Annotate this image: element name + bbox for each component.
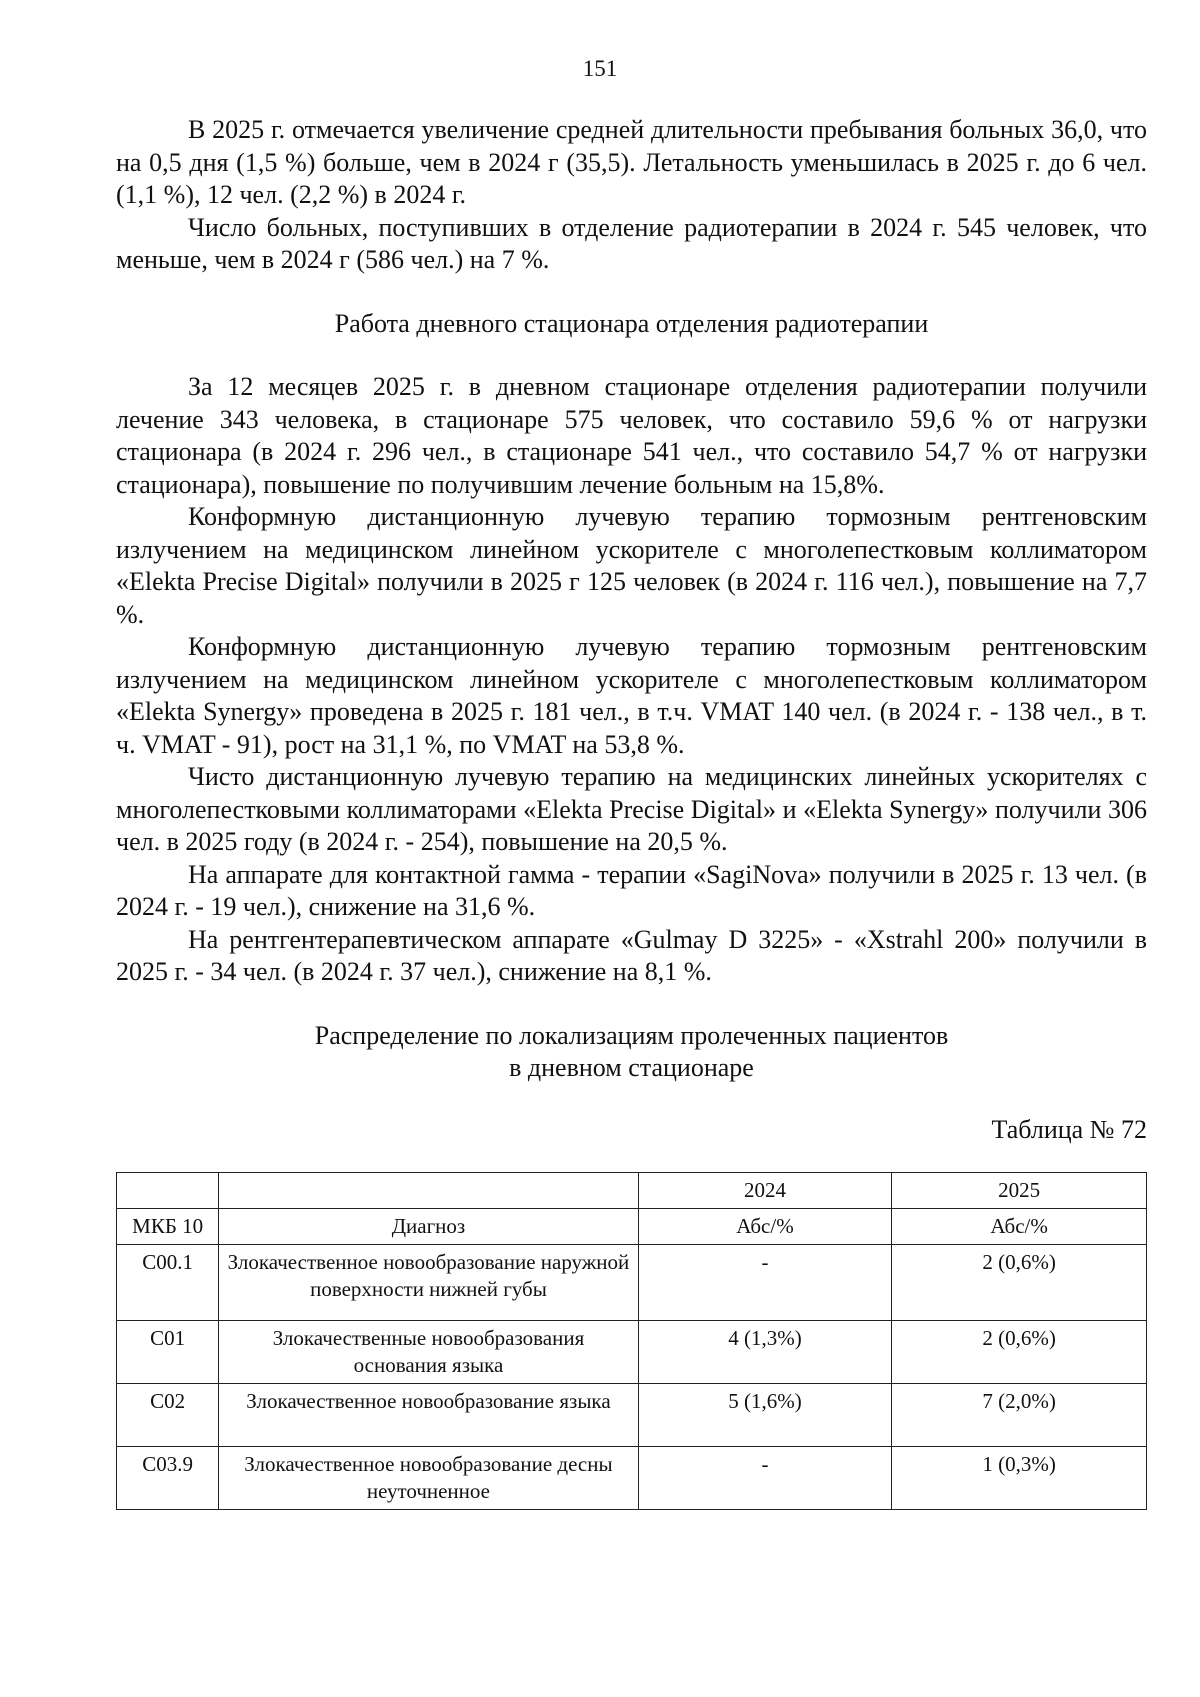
header-cell-year-2024: 2024 (638, 1173, 892, 1209)
cell-diagnosis: Злокачественные новообразования основания языка (219, 1321, 638, 1384)
table-header-row-labels (117, 1209, 1147, 1245)
cell-value-2024: 5 (1,6%) (638, 1384, 892, 1447)
table-row (117, 1447, 1147, 1510)
header-cell-code-blank (117, 1173, 219, 1209)
page-number: 151 (582, 56, 618, 81)
cell-value-2025: 2 (0,6%) (892, 1321, 1147, 1384)
paragraph-saginova: На аппарате для контактной гамма - терапии «SagiNova» получили в 2025 г. 13 чел. (в 2024 г. - 19 чел.), снижение на 31,6 %. (116, 859, 1147, 921)
cell-value-2025: 7 (2,0%) (892, 1384, 1147, 1447)
table-caption: Таблица № 72 (991, 1114, 1147, 1144)
header-cell-year-2025: 2025 (892, 1173, 1147, 1209)
table-row (117, 1321, 1147, 1384)
cell-value-2025: 2 (0,6%) (892, 1245, 1147, 1321)
table-heading-line-1: Распределение по локализациям пролеченных пациентов (314, 1020, 949, 1050)
localization-table (116, 1172, 1147, 1510)
cell-code: С00.1 (117, 1245, 219, 1321)
paragraph-xstrahl: На рентгентерапевтическом аппарате «Gulmay D 3225» - «Xstrahl 200» получили в 2025 г. - 34 чел. (в 2024 г. 37 чел.), снижение на 8,1 %. (116, 924, 1147, 986)
cell-diagnosis: Злокачественное новообразование десны неуточненное (219, 1447, 638, 1510)
cell-value-2024: - (638, 1447, 892, 1510)
paragraph-external-beam-total: Чисто дистанционную лучевую терапию на медицинских линейных ускорителях с многолепестковыми коллиматорами «Elekta Precise Digital» и «Elekta Synergy» получили 306 чел. в 2025 году (в 2024 г. - 254), повышение на 20,5 %. (116, 762, 1147, 856)
table-heading-line-2: в дневном стационаре (509, 1053, 754, 1082)
paragraph-day-hospital-load: За 12 месяцев 2025 г. в дневном стационаре отделения радиотерапии получили лечение 343 человека, в стационаре 575 человек, что составило 59,6 % от нагрузки стационара (в 2024 г. 296 чел., в стационаре 541 чел., что составило 54,7 % от нагрузки стационара), повышение по получившим лечение больным на 15,8%. (116, 372, 1147, 499)
header-cell-diagnosis-blank (219, 1173, 638, 1209)
cell-diagnosis: Злокачественное новообразование языка (219, 1384, 638, 1447)
cell-value-2024: - (638, 1245, 892, 1321)
table-header-row-years (117, 1173, 1147, 1209)
header-cell-icd10: МКБ 10 (117, 1209, 219, 1245)
cell-code: С02 (117, 1384, 219, 1447)
header-cell-abs-2024: Абс/% (638, 1209, 892, 1245)
cell-value-2025: 1 (0,3%) (892, 1447, 1147, 1510)
section-heading-day-hospital: Работа дневного стационара отделения радиотерапии (334, 308, 929, 338)
table-row (117, 1245, 1147, 1321)
cell-diagnosis: Злокачественное новообразование наружной поверхности нижней губы (219, 1245, 638, 1321)
cell-value-2024: 4 (1,3%) (638, 1321, 892, 1384)
cell-code: С01 (117, 1321, 219, 1384)
paragraph-stay-duration: В 2025 г. отмечается увеличение средней длительности пребывания больных 36,0, что на 0,5 дня (1,5 %) больше, чем в 2024 г (35,5). Летальность уменьшилась в 2025 г. до 6 чел. (1,1 %), 12 чел. (2,2 %) в 2024 г. (116, 115, 1147, 209)
paragraph-synergy: Конформную дистанционную лучевую терапию тормозным рентгеновским излучением на медицинском линейном ускорителе с многолепестковым коллиматором «Elekta Synergy» проведена в 2025 г. 181 чел., в т.ч. VMAT 140 чел. (в 2024 г. - 138 чел., в т. ч. VMAT - 91), рост на 31,1 %, по VMAT на 53,8 %. (116, 632, 1147, 759)
header-cell-abs-2025: Абс/% (892, 1209, 1147, 1245)
cell-code: С03.9 (117, 1447, 219, 1510)
paragraph-precise-digital: Конформную дистанционную лучевую терапию тормозным рентгеновским излучением на медицинском линейном ускорителе с многолепестковым коллиматором «Elekta Precise Digital» получили в 2025 г 125 человек (в 2024 г. 116 чел.), повышение на 7,7 %. (116, 502, 1147, 629)
table-row (117, 1384, 1147, 1447)
header-cell-diagnosis: Диагноз (219, 1209, 638, 1245)
paragraph-admissions: Число больных, поступивших в отделение радиотерапии в 2024 г. 545 человек, что меньше, чем в 2024 г (586 чел.) на 7 %. (116, 212, 1147, 274)
document-body (116, 114, 1147, 1510)
